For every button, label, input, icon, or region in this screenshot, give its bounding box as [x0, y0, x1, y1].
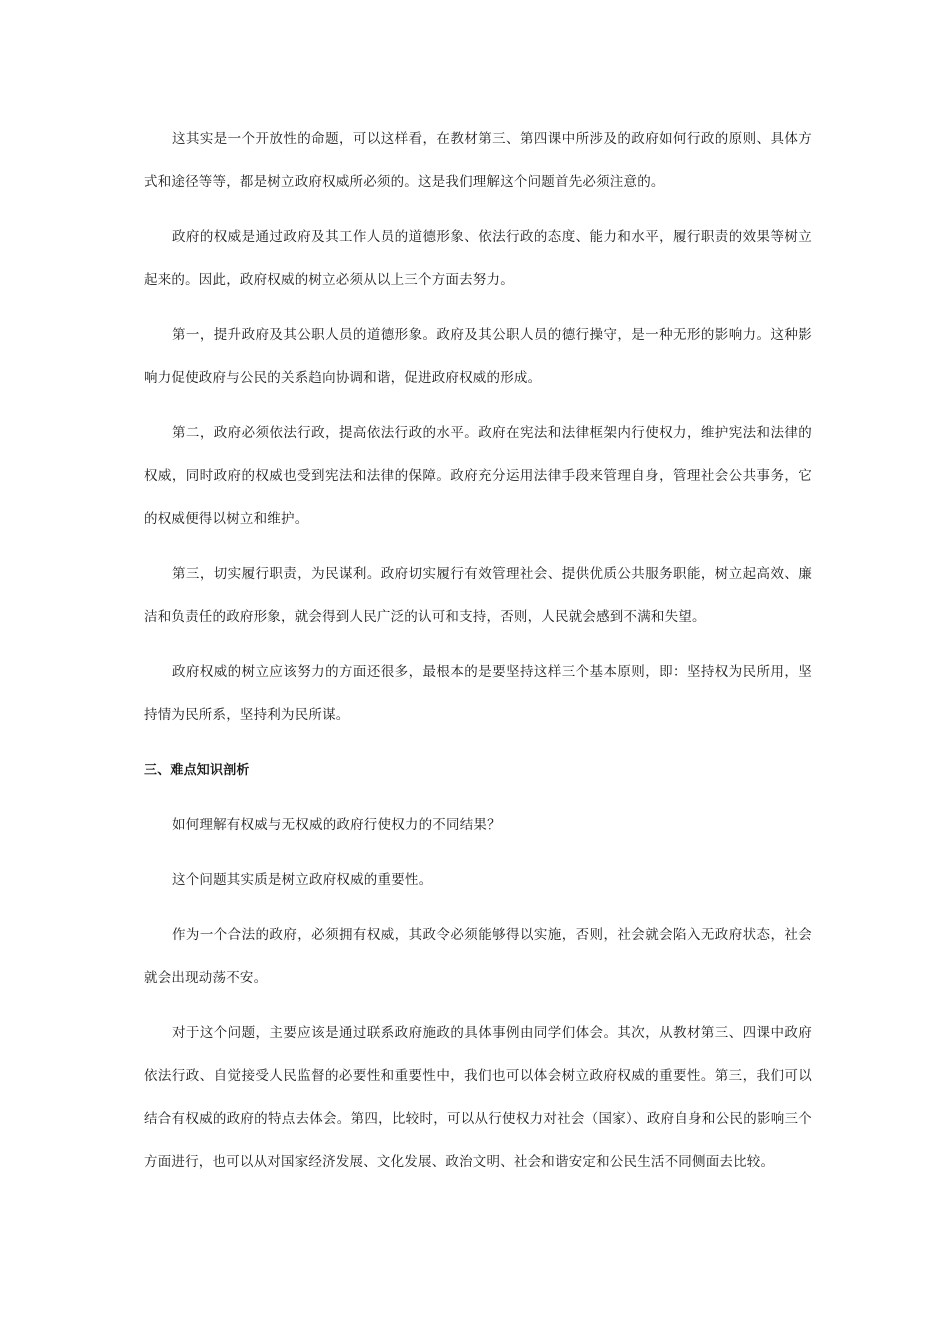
paragraph-point-two: 第二，政府必须依法行政，提高依法行政的水平。政府在宪法和法律框架内行使权力，维护宪法和法律的权威，同时政府的权威也受到宪法和法律的保障。政府充分运用法律手段来管理自身，管理社会公共事务，它的权威便得以树立和维护。 [144, 425, 812, 527]
paragraph-question: 如何理解有权威与无权威的政府行使权力的不同结果？ [172, 817, 501, 833]
paragraph-point-three: 第三，切实履行职责，为民谋利。政府切实履行有效管理社会、提供优质公共服务职能，树立起高效、廉洁和负责任的政府形象，就会得到人民广泛的认可和支持，否则，人民就会感到不满和失望。 [144, 566, 812, 625]
paragraph-legitimate-government: 作为一个合法的政府，必须拥有权威，其政令必须能够得以实施，否则，社会就会陷入无政府状态，社会就会出现动荡不安。 [144, 927, 812, 986]
paragraph-principles: 政府权威的树立应该努力的方面还很多，最根本的是要坚持这样三个基本原则，即：坚持权为民所用，坚持情为民所系，坚持利为民所谋。 [144, 664, 812, 723]
paragraph-point-one: 第一，提升政府及其公职人员的道德形象。政府及其公职人员的德行操守，是一种无形的影响力。这种影响力促使政府与公民的关系趋向协调和谐，促进政府权威的形成。 [144, 327, 812, 386]
paragraph-open-proposition: 这其实是一个开放性的命题，可以这样看，在教材第三、第四课中所涉及的政府如何行政的原则、具体方式和途径等等，都是树立政府权威所必须的。这是我们理解这个问题首先必须注意的。 [144, 131, 812, 190]
paragraph-essence: 这个问题其实质是树立政府权威的重要性。 [172, 872, 433, 888]
section-heading: 三、难点知识剖析 [144, 763, 250, 778]
document-body [144, 118, 812, 1196]
paragraph-how-to-understand: 对于这个问题，主要应该是通过联系政府施政的具体事例由同学们体会。其次，从教材第三、四课中政府依法行政、自觉接受人民监督的必要性和重要性中，我们也可以体会树立政府权威的重要性。第三，我们可以结合有权威的政府的特点去体会。第四，比较时，可以从行使权力对社会（国家）、政府自身和公民的影响三个方面进行，也可以从对国家经济发展、文化发展、政治文明、社会和谐安定和公民生活不同侧面去比较。 [144, 1025, 812, 1170]
paragraph-authority-sources: 政府的权威是通过政府及其工作人员的道德形象、依法行政的态度、能力和水平，履行职责的效果等树立起来的。因此，政府权威的树立必须从以上三个方面去努力。 [144, 229, 812, 288]
